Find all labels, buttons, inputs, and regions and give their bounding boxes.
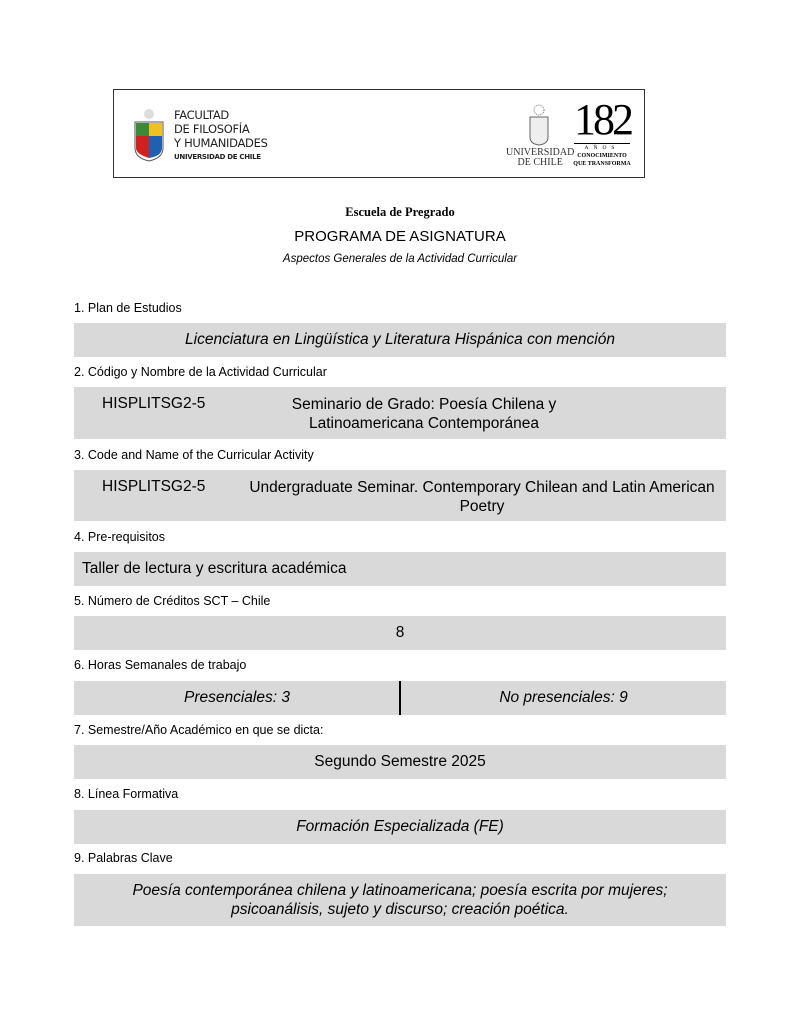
keywords-field <box>74 874 726 926</box>
section-label: 9. Palabras Clave <box>74 851 173 865</box>
course-code: HISPLITSG2-5 <box>102 395 206 412</box>
formative-line-field <box>74 810 726 844</box>
field-value: Poesía contemporánea chilena y latinoamericana; poesía escrita por mujeres; psicoanálisis, sujeto y discurso; creación poética. <box>132 882 668 918</box>
course-code: HISPLITSG2-5 <box>102 478 206 495</box>
field-value: Segundo Semestre 2025 <box>314 753 486 770</box>
faculty-name <box>174 108 268 164</box>
anniversary-number: 182 <box>574 95 631 144</box>
school-name: Escuela de Pregrado <box>345 205 455 219</box>
course-name: Undergraduate Seminar. Contemporary Chilean and Latin American Poetry <box>249 479 715 515</box>
tagline-line: QUE TRANSFORMA <box>573 161 631 167</box>
semester-field <box>74 745 726 779</box>
section-label: 8. Línea Formativa <box>74 787 179 801</box>
tagline-line: CONOCIMIENTO <box>577 153 627 159</box>
section-label: 4. Pre-requisitos <box>74 530 166 544</box>
section-label: 2. Código y Nombre de la Actividad Curricular <box>74 365 327 379</box>
section-label: 1. Plan de Estudios <box>74 301 182 315</box>
page-subtitle: Aspectos Generales de la Actividad Curricular <box>282 253 518 265</box>
uchile-name <box>506 148 574 168</box>
course-name: Seminario de Grado: Poesía Chilena y Latinoamericana Contemporánea <box>291 396 557 432</box>
field-value: Taller de lectura y escritura académica <box>82 560 347 577</box>
uchile-line: UNIVERSIDAD <box>506 147 575 158</box>
anniversary-tagline <box>572 152 632 168</box>
study-plan-field <box>74 323 726 357</box>
non-presencial-hours: No presenciales: 9 <box>499 689 628 706</box>
credits-field <box>74 616 726 650</box>
activity-code-name-en-field <box>74 470 726 521</box>
section-label: 6. Horas Semanales de trabajo <box>74 658 247 672</box>
field-value: Licenciatura en Lingüística y Literatura Hispánica con mención <box>185 331 615 348</box>
prerequisites-field <box>74 552 726 586</box>
uchile-line: DE CHILE <box>517 157 563 168</box>
page-title: PROGRAMA DE ASIGNATURA <box>294 228 506 245</box>
presencial-hours: Presenciales: 3 <box>184 689 290 706</box>
faculty-line: Y HUMANIDADES <box>174 136 268 150</box>
faculty-line: FACULTAD <box>174 108 229 122</box>
section-label: 3. Code and Name of the Curricular Activity <box>74 448 314 462</box>
weekly-hours-field <box>74 681 726 715</box>
faculty-sub: UNIVERSIDAD DE CHILE <box>174 153 261 161</box>
faculty-line: DE FILOSOFÍA <box>174 122 250 136</box>
section-label: 5. Número de Créditos SCT – Chile <box>74 594 271 608</box>
header-logos <box>113 89 645 178</box>
faculty-shield-icon <box>134 108 164 162</box>
section-label: 7. Semestre/Año Académico en que se dicta: <box>74 723 324 737</box>
uchile-crest-icon <box>528 104 550 146</box>
anniversary-years: AÑOS <box>574 143 630 152</box>
field-value: 8 <box>395 624 405 641</box>
field-value: Formación Especializada (FE) <box>296 818 504 835</box>
activity-code-name-field <box>74 387 726 439</box>
